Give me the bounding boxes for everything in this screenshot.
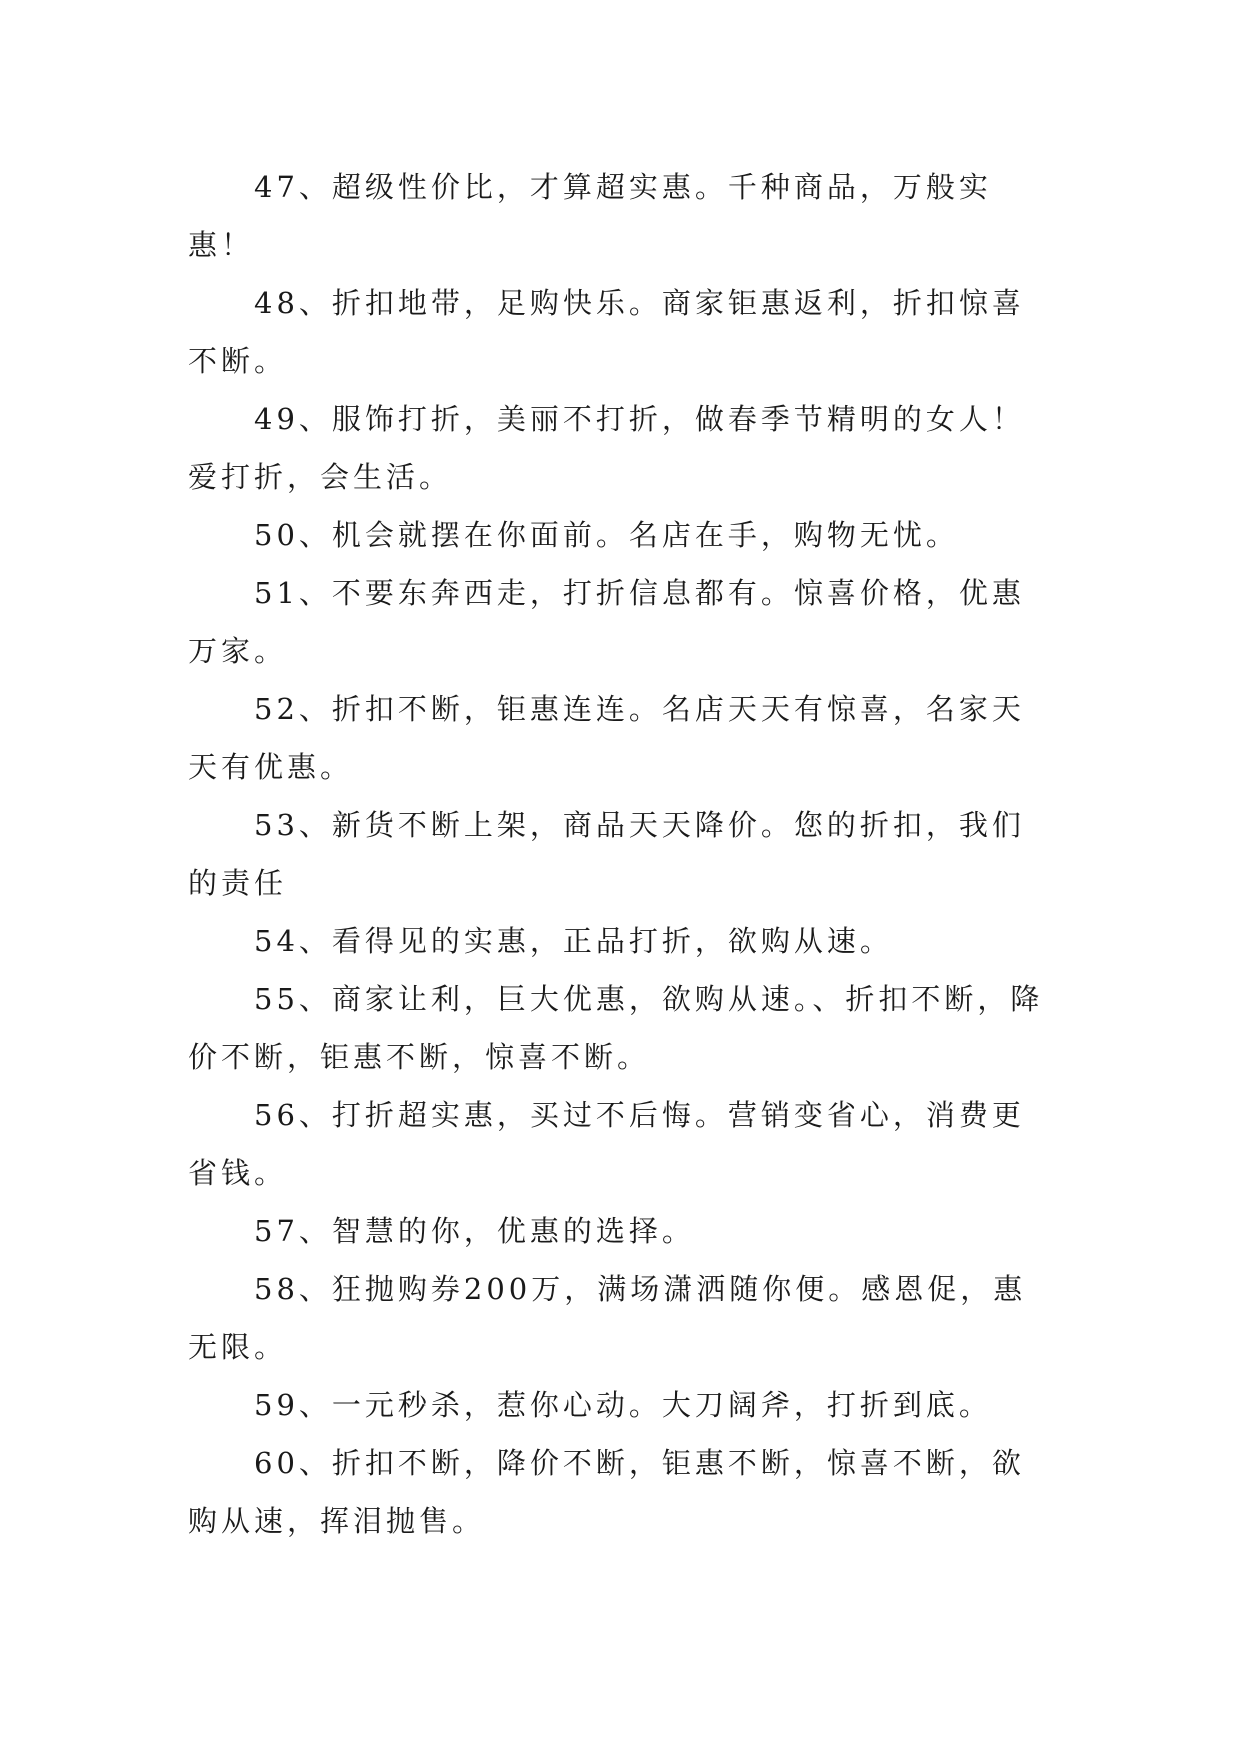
paragraph-50: 50、机会就摆在你面前。名店在手，购物无忧。 bbox=[254, 518, 959, 552]
paragraph-51: 51、不要东奔西走，打折信息都有。惊喜价格，优惠万家。 bbox=[188, 576, 1025, 668]
paragraph-47: 47、超级性价比，才算超实惠。千种商品，万般实惠！ bbox=[188, 170, 992, 262]
paragraph-53: 53、新货不断上架，商品天天降价。您的折扣，我们的责任 bbox=[188, 808, 1025, 900]
paragraph-59: 59、一元秒杀，惹你心动。大刀阔斧，打折到底。 bbox=[254, 1388, 992, 1422]
paragraph-54: 54、看得见的实惠，正品打折，欲购从速。 bbox=[254, 924, 893, 958]
paragraph-60: 60、折扣不断，降价不断，钜惠不断，惊喜不断，欲购从速，挥泪抛售。 bbox=[188, 1446, 1025, 1538]
document-body bbox=[188, 158, 1054, 1550]
paragraph-56: 56、打折超实惠，买过不后悔。营销变省心，消费更省钱。 bbox=[188, 1098, 1025, 1190]
paragraph-55: 55、商家让利，巨大优惠，欲购从速。、折扣不断，降价不断，钜惠不断，惊喜不断。 bbox=[188, 982, 1044, 1074]
paragraph-48: 48、折扣地带，足购快乐。商家钜惠返利，折扣惊喜不断。 bbox=[188, 286, 1025, 378]
paragraph-49: 49、服饰打折，美丽不打折，做春季节精明的女人！爱打折，会生活。 bbox=[188, 402, 1025, 494]
paragraph-57: 57、智慧的你，优惠的选择。 bbox=[254, 1214, 695, 1248]
paragraph-52: 52、折扣不断，钜惠连连。名店天天有惊喜，名家天天有优惠。 bbox=[188, 692, 1025, 784]
paragraph-58: 58、狂抛购券200万，满场潇洒随你便。感恩促，惠无限。 bbox=[188, 1272, 1027, 1364]
